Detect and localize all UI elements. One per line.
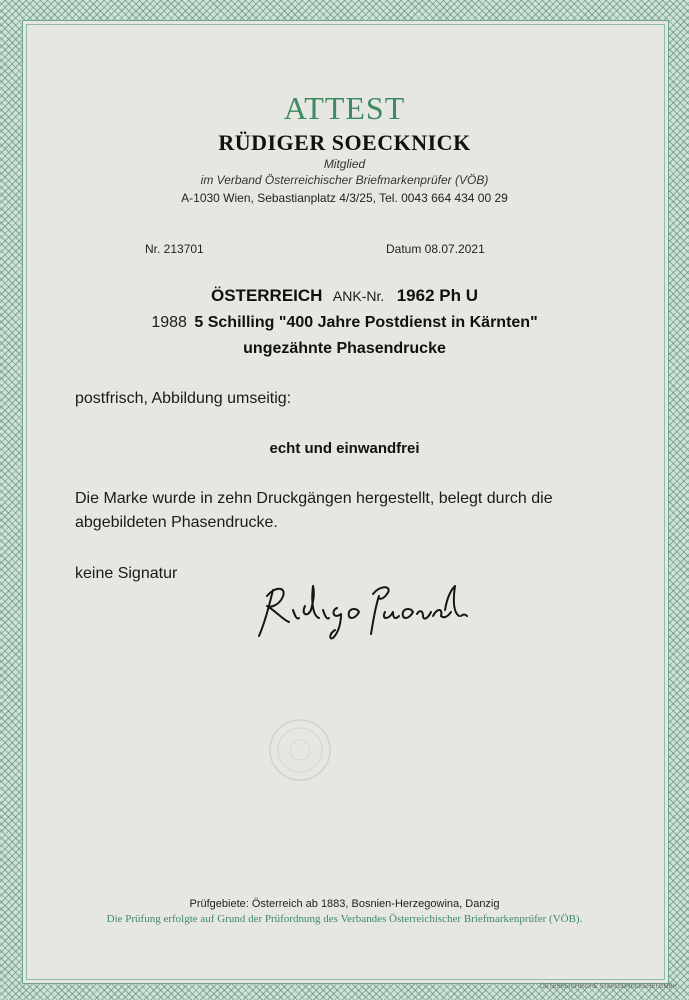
printer-imprint: ÖSTERREICHISCHE STAATSDRUCKEREI GMBH <box>540 984 677 990</box>
certificate-title: ATTEST <box>283 90 406 126</box>
stamp-description-line <box>0 314 689 332</box>
note-line-2: abgebildeten Phasendrucke. <box>75 514 278 531</box>
stamp-description: 5 Schilling "400 Jahre Postdienst in Kärnten" <box>194 314 538 331</box>
legal-note: Die Prüfung erfolgte auf Grund der Prüfordnung des Verbandes Österreichischer Briefmarkenprüfer (VÖB). <box>106 913 583 925</box>
stamp-variant: ungezähnte Phasendrucke <box>243 340 446 357</box>
embossed-seal <box>265 715 335 785</box>
handwritten-signature <box>255 576 470 646</box>
stamp-country: ÖSTERREICH <box>211 286 323 305</box>
certificate-date: Datum 08.07.2021 <box>386 242 485 256</box>
stamp-heading <box>0 286 689 306</box>
note-line-1: Die Marke wurde in zehn Druckgängen hergestellt, belegt durch die <box>75 490 553 507</box>
examination-areas: Prüfgebiete: Österreich ab 1883, Bosnien-Herzegowina, Danzig <box>189 898 500 910</box>
association-label: im Verband Österreichischer Briefmarkenprüfer (VÖB) <box>200 173 489 187</box>
member-label: Mitglied <box>323 157 366 171</box>
examiner-name: RÜDIGER SOECKNICK <box>218 130 471 155</box>
condition-text: postfrisch, Abbildung umseitig: <box>75 390 292 407</box>
verdict-text: echt und einwandfrei <box>269 440 420 457</box>
catalog-label: ANK-Nr. <box>332 288 385 304</box>
certificate-number: Nr. 213701 <box>145 242 204 256</box>
examiner-address: A-1030 Wien, Sebastianplatz 4/3/25, Tel. 0043 664 434 00 29 <box>181 191 508 205</box>
catalog-number: 1962 Ph U <box>396 286 478 305</box>
stamp-year: 1988 <box>151 314 187 331</box>
signature-note: keine Signatur <box>75 565 178 582</box>
